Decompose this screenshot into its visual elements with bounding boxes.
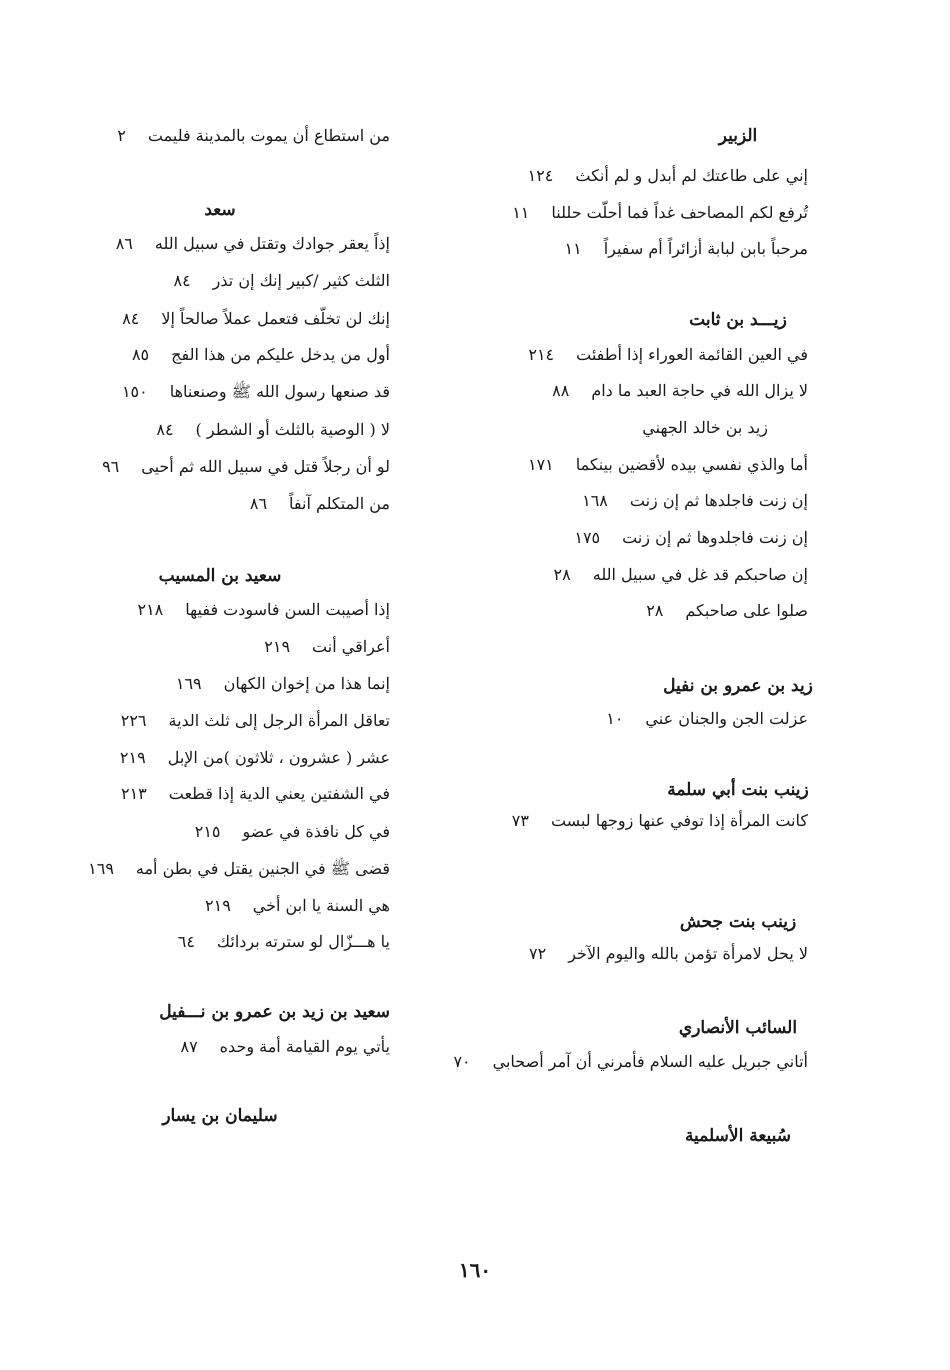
entry-page-number: ٨٨ (552, 381, 570, 400)
entry-text: لا يزال الله في حاجة العبد ما دام (591, 381, 808, 400)
entry-page-number: ١٢٤ (527, 166, 554, 185)
entry-page-number: ١١ (564, 239, 582, 258)
index-entry (264, 635, 390, 659)
entry-page-number: ١٦٩ (175, 674, 202, 693)
section-heading: زينب بنت أبي سلمة (667, 780, 809, 800)
entry-text: في الشفتين يعني الدية إذا قطعت (168, 784, 390, 803)
entry-text: إنك لن تخلّف فتعمل عملاً صالحاً إلا (161, 309, 390, 328)
entry-page-number: ٢١٨ (137, 600, 164, 619)
entry-text: إن صاحبكم قد غل في سبيل الله (592, 565, 808, 584)
index-entry (528, 343, 808, 367)
entry-page-number: ٢١٩ (264, 637, 291, 656)
index-entry (180, 1035, 390, 1059)
index-entry (529, 942, 808, 966)
index-entry (173, 269, 390, 293)
index-entry (122, 307, 390, 331)
entry-text: إنما هذا من إخوان الكهان (223, 674, 390, 693)
entry-page-number: ٦٤ (177, 932, 195, 951)
section-heading: سعيد بن زيد بن عمرو بن نـــفيل (159, 1002, 390, 1022)
entry-text: أول من يدخل عليكم من هذا الفج (171, 345, 390, 364)
entry-page-number: ٢٨ (646, 601, 664, 620)
entry-text: أتاني جبريل عليه السلام فأمرني أن آمر أصحابي (492, 1052, 808, 1071)
entry-page-number: ٢١٥ (194, 822, 221, 841)
index-entry (642, 416, 768, 440)
entry-page-number: ٧٢ (529, 944, 547, 963)
entry-text: كانت المرأة إذا توفي عنها زوجها لبست (550, 811, 808, 830)
entry-page-number: ٨٤ (173, 271, 191, 290)
section-heading: سُبيعة الأسلمية (684, 1126, 792, 1146)
entry-text: في كل نافذة في عضو (242, 822, 390, 841)
index-entry (116, 232, 390, 256)
index-entry (250, 492, 390, 516)
entry-text: هي السنة يا ابن أخي (252, 896, 390, 915)
index-entry (453, 1050, 808, 1074)
section-heading: سعد (204, 200, 236, 220)
index-entry (195, 820, 390, 844)
index-entry (178, 930, 390, 954)
index-entry (205, 894, 390, 918)
index-entry (176, 672, 390, 696)
index-entry (121, 709, 390, 733)
entry-text: إن زنت فاجلدوها ثم إن زنت (622, 528, 808, 547)
section-heading: الزبير (718, 126, 758, 146)
entry-text: الثلث كثير /كبير إنك إن تذر (212, 271, 390, 290)
index-entry (574, 526, 808, 550)
entry-page-number: ١٧١ (527, 455, 554, 474)
entry-page-number: ٢٨ (553, 565, 571, 584)
entry-text: عزلت الجن والجنان عني (645, 709, 808, 728)
entry-text: تعاقل المرأة الرجل إلى ثلث الدية (168, 711, 390, 730)
index-entry (120, 746, 390, 770)
entry-page-number: ٧٣ (511, 811, 529, 830)
section-heading: زيد بن عمرو بن نفيل (663, 676, 813, 696)
entry-page-number: ١١ (512, 203, 530, 222)
entry-text: مرحباً بابن لبابة أزائراً أم سفيراً (603, 239, 808, 258)
entry-page-number: ١٠ (606, 709, 624, 728)
entry-text: أما والذي نفسي بيده لأقضين بينكما (575, 455, 808, 474)
entry-text: عشر ( عشرون ، ثلاثون )من الإبل (167, 748, 390, 767)
entry-text: من استطاع أن يموت بالمدينة فليمت (147, 126, 390, 145)
entry-page-number: ٢١٩ (119, 748, 146, 767)
entry-text: لا يحل لامرأة تؤمن بالله واليوم الآخر (568, 944, 808, 963)
entry-page-number: ٢٢٦ (120, 711, 147, 730)
entry-text: إني على طاعتك لم أبدل و لم أنكث (575, 166, 808, 185)
entry-page-number: ٢ (117, 126, 126, 145)
entry-text: إن زنت فاجلدها ثم إن زنت (629, 491, 808, 510)
index-entry (565, 237, 808, 261)
entry-text: إذا أصيبت السن فاسودت ففيها (185, 600, 390, 619)
entry-page-number: ٨٥ (131, 345, 150, 364)
index-entry (554, 563, 808, 587)
index-entry (88, 857, 390, 881)
index-entry (102, 455, 390, 479)
index-entry (121, 782, 390, 806)
entry-page-number: ٨٤ (156, 420, 174, 439)
entry-text: تُرفع لكم المصاحف غداً فما أحلّت حللنا (551, 203, 808, 222)
entry-page-number: ١٧٥ (574, 528, 601, 547)
entry-page-number: ٢١٩ (205, 896, 231, 915)
index-entry (528, 453, 808, 477)
entry-page-number: ٨٧ (180, 1037, 198, 1056)
index-entry (156, 418, 390, 442)
section-heading: زينب بنت جحش (679, 912, 797, 932)
entry-page-number: ٨٦ (115, 234, 133, 253)
index-entry (137, 598, 390, 622)
entry-text: أعراقي أنت (312, 637, 390, 656)
section-heading: السائب الأنصاري (678, 1018, 798, 1038)
entry-page-number: ٨٦ (249, 494, 268, 513)
section-heading: سعيد بن المسيب (158, 566, 282, 586)
section-heading: سليمان بن يسار (162, 1106, 278, 1126)
entry-page-number: ٧٠ (453, 1052, 471, 1071)
entry-page-number: ١٦٨ (582, 491, 608, 510)
entry-text: زيد بن خالد الجهني (642, 418, 768, 437)
page-number: ١٦٠ (458, 1258, 492, 1282)
entry-text: إذاً يعقر جوادك وتقتل في سبيل الله (154, 234, 390, 253)
index-entry (528, 164, 808, 188)
entry-page-number: ٢١٣ (120, 784, 147, 803)
entry-text: قضى ﷺ في الجنين يقتل في بطن أمه (135, 859, 390, 878)
index-entry (552, 379, 808, 403)
entry-page-number: ٨٤ (122, 309, 140, 328)
index-entry (117, 124, 390, 148)
entry-text: يا هـــزّال لو سترته بردائك (216, 932, 390, 951)
entry-text: صلوا على صاحبكم (685, 601, 808, 620)
index-entry (132, 343, 390, 367)
entry-page-number: ١٥٠ (121, 382, 148, 401)
entry-page-number: ١٦٩ (88, 859, 114, 878)
entry-text: يأتي يوم القيامة أمة وحده (219, 1037, 390, 1056)
entry-page-number: ٩٦ (102, 457, 120, 476)
entry-text: لا ( الوصية بالثلث أو الشطر ) (195, 420, 390, 439)
index-entry (582, 489, 808, 513)
index-entry (512, 201, 808, 225)
section-heading: زيـــد بن ثابت (689, 310, 787, 330)
entry-text: قد صنعها رسول الله ﷺ وصنعناها (169, 382, 390, 401)
entry-text: من المتكلم آنفاً (289, 494, 390, 513)
entry-text: لو أن رجلاً قتل في سبيل الله ثم أحيى (141, 457, 390, 476)
index-entry (646, 599, 808, 623)
index-entry (606, 707, 808, 731)
index-entry (122, 380, 390, 404)
index-entry (512, 809, 808, 833)
entry-page-number: ٢١٤ (528, 345, 555, 364)
entry-text: في العين القائمة العوراء إذا أطفئت (576, 345, 808, 364)
